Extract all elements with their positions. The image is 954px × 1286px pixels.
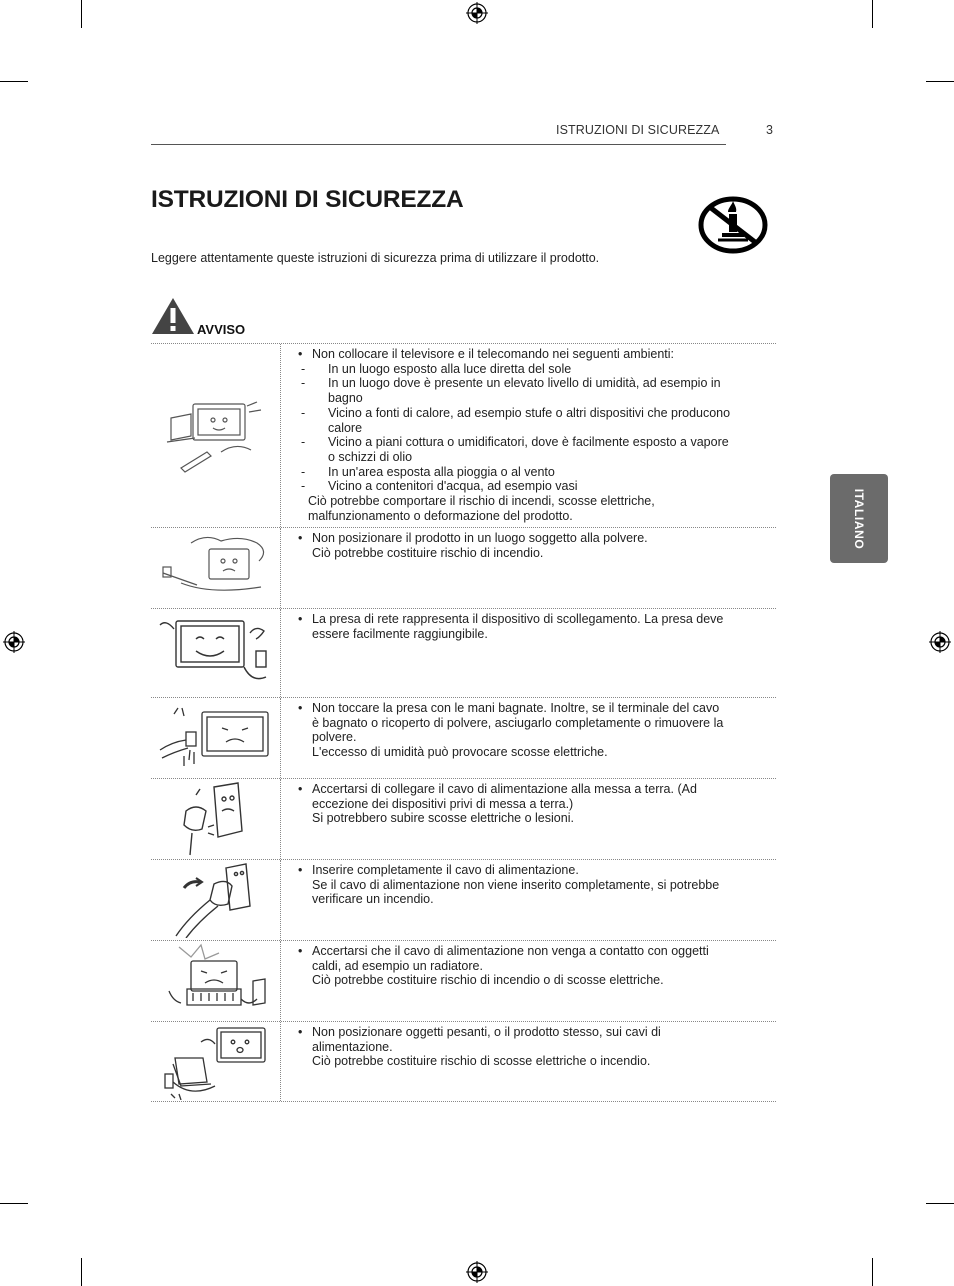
warning-label: AVVISO [197, 322, 246, 337]
running-header: ISTRUZIONI DI SICUREZZA [556, 123, 720, 137]
warning-item: • Accertarsi di collegare il cavo di alimentazione alla messa a terra. (Ad eccezione dei dispositivi privi di messa a terra.) Si potrebbero subire scosse elettriche o lesioni. [298, 782, 776, 826]
warning-item: • Non toccare la presa con le mani bagnate. Inoltre, se il terminale del cavo è bagnato o ricoperto di polvere, asciugarlo completamente o rimuovere la polvere. L'eccesso di umidità può provocare scosse elettriche. [298, 701, 776, 760]
page-number: 3 [766, 123, 773, 137]
sub-item: - In un luogo dove è presente un elevato livello di umidità, ad esempio in bagno [301, 376, 721, 406]
language-tab-label: ITALIANO [852, 488, 866, 549]
warning-item: • La presa di rete rappresenta il dispositivo di scollegamento. La presa deve essere facilmente raggiungibile. [298, 612, 776, 641]
warning-item: • Accertarsi che il cavo di alimentazione non venga a contatto con oggetti caldi, ad esempio un radiatore. Ciò potrebbe costituire rischio di incendio o di scosse elettriche. [298, 944, 776, 988]
crop-mark [0, 81, 28, 82]
warning-text [281, 941, 776, 1021]
warning-row [151, 859, 776, 940]
sub-item: - Vicino a fonti di calore, ad esempio stufe o altri dispositivi che producono calore [301, 405, 731, 435]
warning-row [151, 527, 776, 608]
crop-mark [872, 0, 873, 28]
heavy-object-illustration [151, 1022, 281, 1101]
warning-item: • Non posizionare oggetti pesanti, o il prodotto stesso, sui cavi di alimentazione. Ciò potrebbe costituire rischio di scosse elettriche o incendio. [298, 1025, 776, 1069]
warning-triangle-icon [151, 297, 195, 335]
page-title: ISTRUZIONI DI SICUREZZA [151, 186, 464, 213]
sub-item: - In un'area esposta alla pioggia o al vento [301, 464, 555, 479]
registration-mark-icon [929, 631, 951, 653]
sub-item: - Vicino a piani cottura o umidificatori, dove è facilmente esposto a vapore o schizzi di olio [301, 435, 729, 464]
crop-mark [926, 1203, 954, 1204]
wet-hands-illustration [151, 698, 281, 778]
dust-illustration [151, 528, 281, 608]
crop-mark [0, 1203, 28, 1204]
warning-row [151, 940, 776, 1021]
no-candle-icon [698, 196, 768, 254]
grounding-illustration [151, 779, 281, 859]
warning-row [151, 1021, 776, 1102]
warning-text [281, 528, 776, 608]
crop-mark [872, 1258, 873, 1286]
warning-row [151, 343, 776, 527]
warning-row [151, 697, 776, 778]
warning-text [281, 779, 776, 859]
language-tab [830, 474, 888, 563]
registration-mark-icon [466, 2, 488, 24]
header-divider [151, 144, 726, 145]
intro-text: Leggere attentamente queste istruzioni di sicurezza prima di utilizzare il prodotto. [151, 251, 600, 265]
crop-mark [81, 1258, 82, 1286]
power-outlet-illustration [151, 609, 281, 697]
heat-source-illustration [151, 941, 281, 1021]
warning-item: • Inserire completamente il cavo di alimentazione. Se il cavo di alimentazione non viene inserito completamente, si potrebbe verificare un incendio. [298, 863, 776, 907]
warning-text [281, 609, 776, 697]
warning-text [281, 860, 776, 940]
plug-insert-illustration [151, 860, 281, 940]
sub-item: - In un luogo esposto alla luce diretta del sole [301, 361, 572, 376]
crop-mark [81, 0, 82, 28]
warning-consequence: Ciò potrebbe comportare il rischio di incendi, scosse elettriche, malfunzionamento o deformazione del prodotto. [308, 494, 655, 523]
warning-text [281, 344, 776, 527]
crop-mark [926, 81, 954, 82]
tv-environment-illustration [151, 344, 281, 527]
registration-mark-icon [3, 631, 25, 653]
warning-text [281, 698, 776, 778]
warning-row [151, 608, 776, 697]
warning-table [151, 343, 776, 1102]
warning-item: • Non posizionare il prodotto in un luogo soggetto alla polvere. Ciò potrebbe costituire rischio di incendio. [298, 531, 776, 560]
warning-text [281, 1022, 776, 1101]
registration-mark-icon [466, 1261, 488, 1283]
warning-row [151, 778, 776, 859]
sub-item: - Vicino a contenitori d'acqua, ad esempio vasi [301, 479, 578, 494]
warning-item: • Non collocare il televisore e il telecomando nei seguenti ambienti: [298, 347, 776, 362]
